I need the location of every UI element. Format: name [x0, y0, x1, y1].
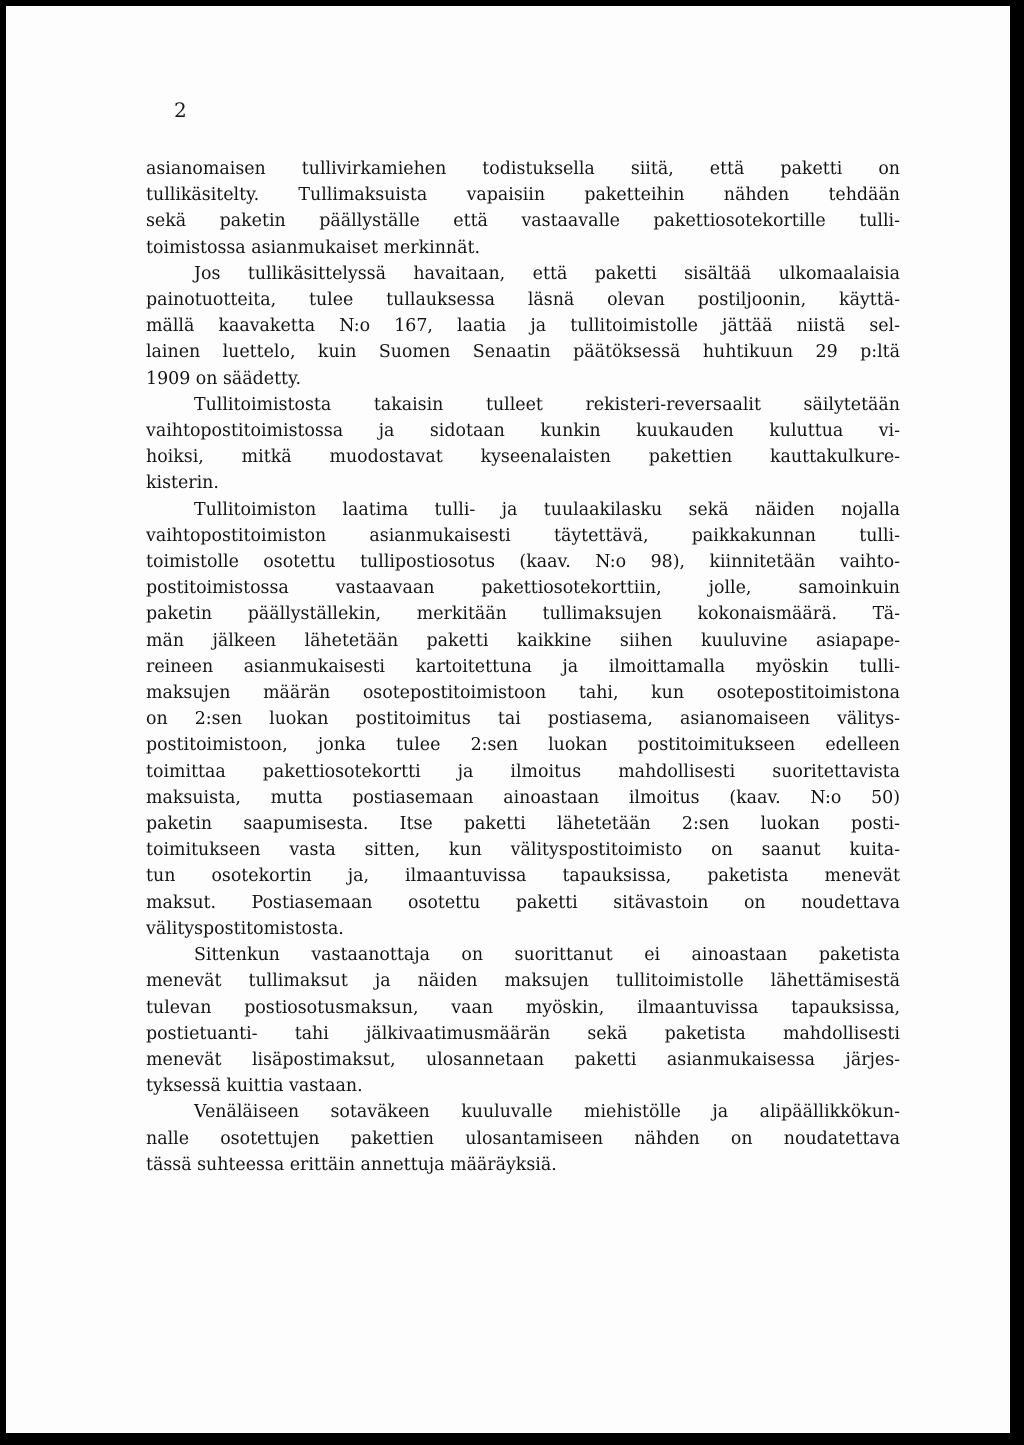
- text-line: lainen luettelo, kuin Suomen Senaatin päätöksessä huhtikuun 29 p:ltä: [146, 342, 900, 363]
- text-line: maksujen määrän osotepostitoimistoon tahi, kun osotepostitoimistona: [146, 683, 900, 704]
- text-line: Tullitoimistosta takaisin tulleet rekisteri-reversaalit säilytetään: [194, 394, 900, 415]
- text-line: Jos tullikäsittelyssä havaitaan, että paketti sisältää ulkomaalaisia: [194, 263, 900, 284]
- text-line: mällä kaavaketta N:o 167, laatia ja tullitoimistolle jättää niistä sel-: [146, 316, 900, 337]
- text-line: paketin saapumisesta. Itse paketti lähetetään 2:sen luokan posti-: [146, 814, 900, 835]
- text-line: menevät lisäpostimaksut, ulosannetaan paketti asianmukaisessa järjes-: [146, 1049, 900, 1070]
- text-line: Venäläiseen sotaväkeen kuuluvalle miehistölle ja alipäällikkökun-: [194, 1102, 900, 1123]
- text-line: maksut. Postiasemaan osotettu paketti sitävastoin on noudettava: [146, 892, 900, 913]
- text-line: postitoimistoon, jonka tulee 2:sen luokan postitoimitukseen edelleen: [146, 735, 900, 756]
- text-line: Tullitoimiston laatima tulli- ja tuulaakilasku sekä näiden nojalla: [194, 499, 900, 520]
- text-line: tyksessä kuittia vastaan.: [146, 1076, 363, 1097]
- text-line: kisterin.: [146, 473, 219, 494]
- text-line: nalle osotettujen pakettien ulosantamiseen nähden on noudatettava: [146, 1128, 900, 1149]
- text-line: postitoimistossa vastaavaan pakettiosotekorttiin, jolle, samoinkuin: [146, 578, 900, 599]
- text-line: painotuotteita, tulee tullauksessa läsnä olevan postiljoonin, käyttä-: [146, 290, 900, 311]
- text-line: postietuanti- tahi jälkivaatimusmäärän sekä paketista mahdollisesti: [146, 1023, 900, 1044]
- text-line: menevät tullimaksut ja näiden maksujen tullitoimistolle lähettämisestä: [146, 971, 900, 992]
- text-line: toimistolle osotettu tullipostiosotus (kaav. N:o 98), kiinnitetään vaihto-: [146, 552, 900, 573]
- text-line: hoiksi, mitkä muodostavat kyseenalaisten pakettien kauttakulkure-: [146, 447, 900, 468]
- text-line: tulevan postiosotusmaksun, vaan myöskin, ilmaantuvissa tapauksissa,: [146, 997, 900, 1018]
- text-line: maksuista, mutta postiasemaan ainoastaan ilmoitus (kaav. N:o 50): [146, 787, 900, 808]
- text-line: asianomaisen tullivirkamiehen todistuksella siitä, että paketti on: [146, 159, 900, 179]
- page-number: 2: [174, 98, 187, 122]
- text-line: tässä suhteessa erittäin annettuja määräyksiä.: [146, 1154, 557, 1175]
- text-line: välityspostitomistosta.: [146, 918, 344, 939]
- text-line: tullikäsitelty. Tullimaksuista vapaisiin paketteihin nähden tehdään: [146, 185, 900, 206]
- text-line: toimitukseen vasta sitten, kun välityspostitoimisto on saanut kuita-: [146, 840, 900, 861]
- text-line: on 2:sen luokan postitoimitus tai postiasema, asianomaiseen välitys-: [146, 709, 900, 730]
- text-line: toimittaa pakettiosotekortti ja ilmoitus mahdollisesti suoritettavista: [146, 761, 900, 782]
- text-line: vaihtopostitoimiston asianmukaisesti täytettävä, paikkakunnan tulli-: [146, 525, 900, 546]
- text-line: män jälkeen lähetetään paketti kaikkine siihen kuuluvine asiapape-: [146, 630, 900, 651]
- text-line: tun osotekortin ja, ilmaantuvissa tapauksissa, paketista menevät: [146, 866, 900, 887]
- paper-sheet: [6, 6, 1010, 1433]
- text-line: sekä paketin päällyställe että vastaavalle pakettiosotekortille tulli-: [146, 211, 900, 232]
- text-line: Sittenkun vastaanottaja on suorittanut ei ainoastaan paketista: [194, 945, 900, 966]
- text-line: 1909 on säädetty.: [146, 368, 302, 389]
- text-line: toimistossa asianmukaiset merkinnät.: [146, 237, 480, 258]
- text-line: reineen asianmukaisesti kartoitettuna ja ilmoittamalla myöskin tulli-: [146, 656, 900, 677]
- body-text: [146, 156, 900, 1178]
- text-line: paketin päällyställekin, merkitään tullimaksujen kokonaismäärä. Tä-: [146, 604, 900, 625]
- text-line: vaihtopostitoimistossa ja sidotaan kunkin kuukauden kuluttua vi-: [146, 421, 900, 442]
